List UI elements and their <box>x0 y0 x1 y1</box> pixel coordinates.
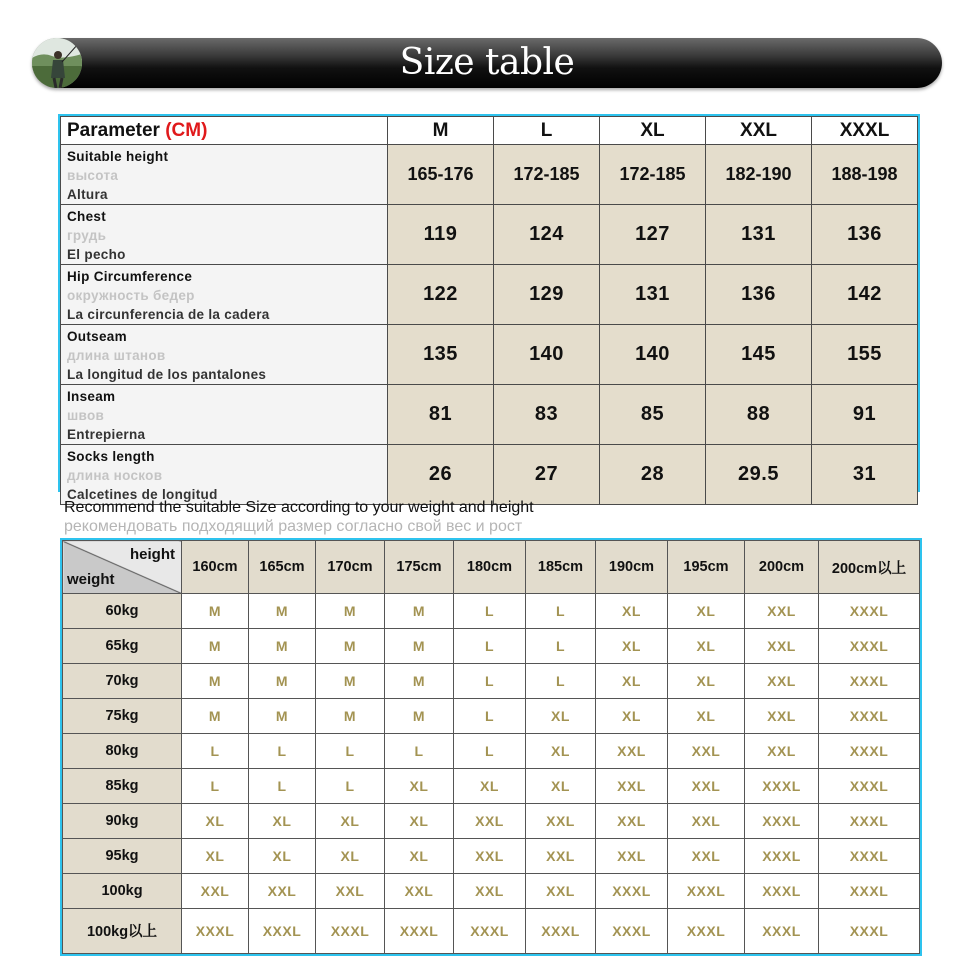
height-header: 185cm <box>526 541 596 594</box>
size-cell: XL <box>526 768 596 803</box>
size-grid-row <box>63 663 920 698</box>
value-cell: 81 <box>388 385 494 445</box>
parameter-table <box>60 116 918 505</box>
size-cell: XL <box>249 838 316 873</box>
size-cell: XXL <box>454 803 526 838</box>
size-cell: XXXL <box>745 908 819 953</box>
label-russian: окружность бедер <box>67 288 195 303</box>
parameter-label: Parameter <box>67 119 166 141</box>
size-cell: M <box>182 628 249 663</box>
size-cell: M <box>182 698 249 733</box>
value-cell: 31 <box>812 445 918 505</box>
size-cell: L <box>526 628 596 663</box>
value-cell: 142 <box>812 265 918 325</box>
size-cell: M <box>249 663 316 698</box>
recommendation-english: Recommend the suitable Size according to your weight and height <box>64 499 534 516</box>
size-cell: M <box>182 663 249 698</box>
size-cell: XXL <box>249 873 316 908</box>
label-spanish: La circunferencia de la cadera <box>67 307 270 322</box>
size-grid-row <box>63 803 920 838</box>
weight-label: 70kg <box>63 663 182 698</box>
size-cell: XXXL <box>668 873 745 908</box>
size-cell: XXL <box>596 733 668 768</box>
size-cell: M <box>182 594 249 629</box>
size-cell: XXL <box>596 768 668 803</box>
label-spanish: Calcetines de longitud <box>67 487 218 502</box>
size-cell: XXXL <box>745 873 819 908</box>
size-cell: XXXL <box>249 908 316 953</box>
weight-label: 60kg <box>63 594 182 629</box>
value-cell: 136 <box>812 205 918 265</box>
size-grid-row <box>63 628 920 663</box>
height-header: 200cm以上 <box>819 541 920 594</box>
value-cell: 155 <box>812 325 918 385</box>
size-cell: XXXL <box>526 908 596 953</box>
value-cell: 182-190 <box>706 145 812 205</box>
height-header: 195cm <box>668 541 745 594</box>
size-cell: XXXL <box>819 838 920 873</box>
value-cell: 131 <box>600 265 706 325</box>
height-header: 175cm <box>385 541 454 594</box>
size-cell: XXXL <box>819 628 920 663</box>
size-cell: XL <box>596 628 668 663</box>
size-cell: XL <box>316 838 385 873</box>
height-header: 200cm <box>745 541 819 594</box>
size-cell: XXXL <box>668 908 745 953</box>
size-cell: XXXL <box>819 873 920 908</box>
parameter-header-row <box>61 117 918 145</box>
size-cell: XXXL <box>596 873 668 908</box>
size-header: XXL <box>706 117 812 145</box>
size-header: XL <box>600 117 706 145</box>
page-title: Size table <box>399 42 575 83</box>
size-cell: XXXL <box>596 908 668 953</box>
value-cell: 27 <box>494 445 600 505</box>
label-english: Socks length <box>67 449 155 464</box>
size-grid-row <box>63 698 920 733</box>
title-banner <box>32 38 942 88</box>
value-cell: 135 <box>388 325 494 385</box>
size-cell: L <box>526 594 596 629</box>
size-cell: XL <box>182 803 249 838</box>
value-cell: 91 <box>812 385 918 445</box>
size-cell: M <box>249 698 316 733</box>
size-cell: XL <box>668 628 745 663</box>
size-cell: L <box>182 733 249 768</box>
value-cell: 172-185 <box>494 145 600 205</box>
size-cell: M <box>385 663 454 698</box>
size-cell: XL <box>385 768 454 803</box>
size-cell: XXL <box>745 663 819 698</box>
size-grid <box>62 540 920 954</box>
value-cell: 88 <box>706 385 812 445</box>
height-header: 180cm <box>454 541 526 594</box>
size-cell: L <box>249 733 316 768</box>
size-cell: XXXL <box>819 663 920 698</box>
size-cell: L <box>454 663 526 698</box>
label-spanish: Entrepierna <box>67 427 146 442</box>
label-russian: высота <box>67 168 119 183</box>
size-header: XXXL <box>812 117 918 145</box>
value-cell: 140 <box>600 325 706 385</box>
size-cell: XL <box>249 803 316 838</box>
size-cell: XL <box>526 698 596 733</box>
size-cell: XXL <box>745 698 819 733</box>
height-header: 170cm <box>316 541 385 594</box>
size-cell: XL <box>596 663 668 698</box>
size-cell: M <box>316 698 385 733</box>
row-label <box>61 205 388 265</box>
size-cell: XXL <box>668 768 745 803</box>
value-cell: 172-185 <box>600 145 706 205</box>
label-spanish: La longitud de los pantalones <box>67 367 267 382</box>
parameter-row-chest <box>61 205 918 265</box>
size-cell: L <box>454 698 526 733</box>
size-cell: XXL <box>668 803 745 838</box>
label-russian: грудь <box>67 228 107 243</box>
size-cell: XL <box>596 698 668 733</box>
size-cell: XL <box>182 838 249 873</box>
size-cell: XXXL <box>819 698 920 733</box>
size-cell: XXL <box>668 838 745 873</box>
label-russian: длина носков <box>67 468 163 483</box>
corner-height-label: height <box>130 546 175 563</box>
value-cell: 122 <box>388 265 494 325</box>
weight-label: 95kg <box>63 838 182 873</box>
size-cell: L <box>316 768 385 803</box>
label-english: Hip Circumference <box>67 269 193 284</box>
row-label <box>61 385 388 445</box>
size-cell: M <box>316 628 385 663</box>
parameter-row-outseam <box>61 325 918 385</box>
size-cell: XL <box>668 594 745 629</box>
weight-label: 100kg <box>63 873 182 908</box>
weight-label: 90kg <box>63 803 182 838</box>
size-cell: L <box>454 628 526 663</box>
size-cell: L <box>385 733 454 768</box>
size-cell: XXXL <box>745 803 819 838</box>
size-grid-row <box>63 838 920 873</box>
weight-label: 75kg <box>63 698 182 733</box>
value-cell: 140 <box>494 325 600 385</box>
size-cell: XXL <box>454 873 526 908</box>
label-english: Suitable height <box>67 149 169 164</box>
value-cell: 85 <box>600 385 706 445</box>
size-cell: XL <box>316 803 385 838</box>
size-cell: M <box>316 663 385 698</box>
row-label <box>61 325 388 385</box>
size-grid-row <box>63 594 920 629</box>
size-grid-row <box>63 908 920 953</box>
size-cell: XL <box>385 838 454 873</box>
label-english: Chest <box>67 209 107 224</box>
size-cell: M <box>385 594 454 629</box>
size-cell: XXL <box>526 873 596 908</box>
value-cell: 83 <box>494 385 600 445</box>
label-russian: длина штанов <box>67 348 166 363</box>
size-cell: XXXL <box>745 838 819 873</box>
size-cell: L <box>454 733 526 768</box>
size-cell: XXL <box>385 873 454 908</box>
size-cell: L <box>316 733 385 768</box>
height-header: 190cm <box>596 541 668 594</box>
size-cell: XXL <box>745 594 819 629</box>
size-grid-header-row <box>63 541 920 594</box>
parameter-row-hip <box>61 265 918 325</box>
label-russian: швов <box>67 408 105 423</box>
size-cell: XXXL <box>454 908 526 953</box>
size-cell: L <box>526 663 596 698</box>
size-cell: XXXL <box>745 768 819 803</box>
size-cell: M <box>316 594 385 629</box>
size-cell: XXL <box>526 803 596 838</box>
parameter-table-frame <box>58 114 920 502</box>
size-grid-row <box>63 768 920 803</box>
size-cell: XXL <box>316 873 385 908</box>
parameter-row-inseam <box>61 385 918 445</box>
height-header: 160cm <box>182 541 249 594</box>
weight-label: 80kg <box>63 733 182 768</box>
size-cell: XXXL <box>819 733 920 768</box>
size-cell: L <box>249 768 316 803</box>
row-label <box>61 265 388 325</box>
size-cell: XXXL <box>819 594 920 629</box>
value-cell: 127 <box>600 205 706 265</box>
height-header: 165cm <box>249 541 316 594</box>
size-header: M <box>388 117 494 145</box>
size-cell: L <box>182 768 249 803</box>
value-cell: 188-198 <box>812 145 918 205</box>
size-cell: M <box>249 628 316 663</box>
parameter-header-cell <box>61 117 388 145</box>
size-cell: XXL <box>526 838 596 873</box>
label-english: Outseam <box>67 329 127 344</box>
row-label <box>61 145 388 205</box>
value-cell: 165-176 <box>388 145 494 205</box>
size-cell: XXL <box>182 873 249 908</box>
value-cell: 119 <box>388 205 494 265</box>
size-cell: XXL <box>745 628 819 663</box>
weight-label: 85kg <box>63 768 182 803</box>
value-cell: 131 <box>706 205 812 265</box>
size-cell: XXXL <box>182 908 249 953</box>
size-cell: XXXL <box>316 908 385 953</box>
size-grid-frame <box>60 538 922 956</box>
size-cell: XL <box>596 594 668 629</box>
value-cell: 28 <box>600 445 706 505</box>
size-cell: M <box>249 594 316 629</box>
recommendation-text <box>64 498 534 536</box>
size-cell: XXL <box>668 733 745 768</box>
size-cell: XXXL <box>385 908 454 953</box>
weight-label: 65kg <box>63 628 182 663</box>
size-cell: L <box>454 594 526 629</box>
grid-corner-cell <box>63 541 182 594</box>
size-cell: M <box>385 628 454 663</box>
size-header: L <box>494 117 600 145</box>
size-cell: XXXL <box>819 768 920 803</box>
label-english: Inseam <box>67 389 116 404</box>
size-cell: XL <box>385 803 454 838</box>
size-cell: M <box>385 698 454 733</box>
parameter-row-height <box>61 145 918 205</box>
corner-weight-label: weight <box>67 571 115 588</box>
recommendation-russian: рекомендовать подходящий размер согласно свой вес и рост <box>64 518 523 535</box>
row-label <box>61 445 388 505</box>
value-cell: 124 <box>494 205 600 265</box>
parameter-row-socks <box>61 445 918 505</box>
label-spanish: Altura <box>67 187 108 202</box>
size-grid-body <box>63 541 920 954</box>
unit-label: (CM) <box>165 119 208 141</box>
value-cell: 129 <box>494 265 600 325</box>
size-cell: XL <box>668 663 745 698</box>
size-cell: XXL <box>596 803 668 838</box>
value-cell: 29.5 <box>706 445 812 505</box>
size-cell: XL <box>526 733 596 768</box>
size-cell: XXXL <box>819 803 920 838</box>
size-cell: XL <box>668 698 745 733</box>
size-cell: XXL <box>745 733 819 768</box>
size-cell: XXL <box>596 838 668 873</box>
size-grid-row <box>63 873 920 908</box>
size-grid-row <box>63 733 920 768</box>
size-cell: XXL <box>454 838 526 873</box>
value-cell: 145 <box>706 325 812 385</box>
weight-label: 100kg以上 <box>63 908 182 953</box>
size-cell: XL <box>454 768 526 803</box>
value-cell: 26 <box>388 445 494 505</box>
label-spanish: El pecho <box>67 247 126 262</box>
size-cell: XXXL <box>819 908 920 953</box>
value-cell: 136 <box>706 265 812 325</box>
